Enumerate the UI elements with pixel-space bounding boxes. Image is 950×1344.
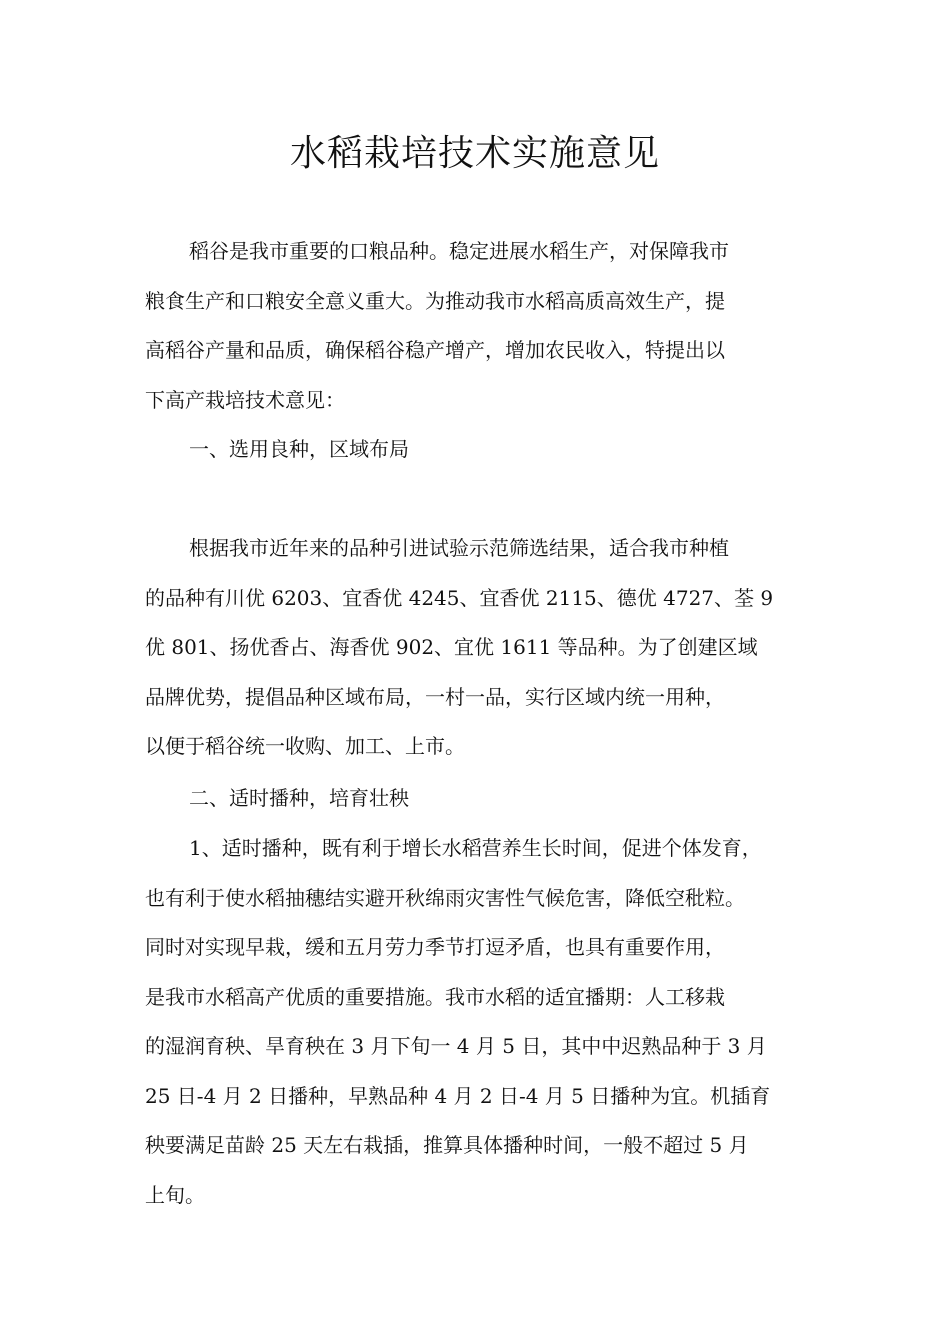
intro-paragraph [145,227,817,425]
intro-line: 高稻谷产量和品质，确保稻谷稳产增产，增加农民收入，特提出以 [145,338,725,362]
section2-line: 1、适时播种，既有利于增长水稻营养生长时间，促进个体发育， [189,836,762,860]
section-heading-1: 一、选用良种，区域布局 [189,437,409,461]
section1-line: 以便于稻谷统一收购、加工、上市。 [145,734,465,758]
section2-line: 上旬。 [145,1182,205,1207]
intro-line: 稻谷是我市重要的口粮品种。稳定进展水稻生产，对保障我市 [189,239,729,263]
section2-paragraph [145,824,817,1220]
intro-line: 粮食生产和口粮安全意义重大。为推动我市水稻高质高效生产，提 [145,288,725,313]
section2-line: 秧要满足苗龄 25 天左右栽插，推算具体播种时间，一般不超过 5 月 [145,1133,749,1157]
intro-line: 下高产栽培技术意见： [145,387,345,412]
section2-line: 是我市水稻高产优质的重要措施。我市水稻的适宜播期：人工移栽 [145,984,725,1009]
section2-line: 同时对实现早栽，缓和五月劳力季节打逗矛盾，也具有重要作用， [145,935,725,959]
section1-line: 优 801、扬优香占、海香优 902、宜优 1611 等品种。为了创建区域 [145,635,758,659]
section2-line: 的湿润育秧、旱育秧在 3 月下旬一 4 月 5 日，其中中迟熟品种于 3 月 [145,1034,767,1058]
section1-line: 根据我市近年来的品种引进试验示范筛选结果，适合我市种植 [189,536,729,560]
section2-line: 25 日-4 月 2 日播种，早熟品种 4 月 2 日-4 月 5 日播种为宜。机插育 [145,1083,771,1108]
section1-line: 的品种有川优 6203、宜香优 4245、宜香优 2115、德优 4727、荃 9 [145,585,774,610]
section1-line: 品牌优势，提倡品种区域布局，一村一品，实行区域内统一用种， [145,684,725,709]
section2-line: 也有利于使水稻抽穗结实避开秋绵雨灾害性气候危害，降低空秕粒。 [145,885,745,910]
section-heading-2: 二、适时播种，培育壮秧 [189,786,409,810]
document-title: 水稻栽培技术实施意见 [289,133,660,174]
section1-paragraph [145,524,817,772]
